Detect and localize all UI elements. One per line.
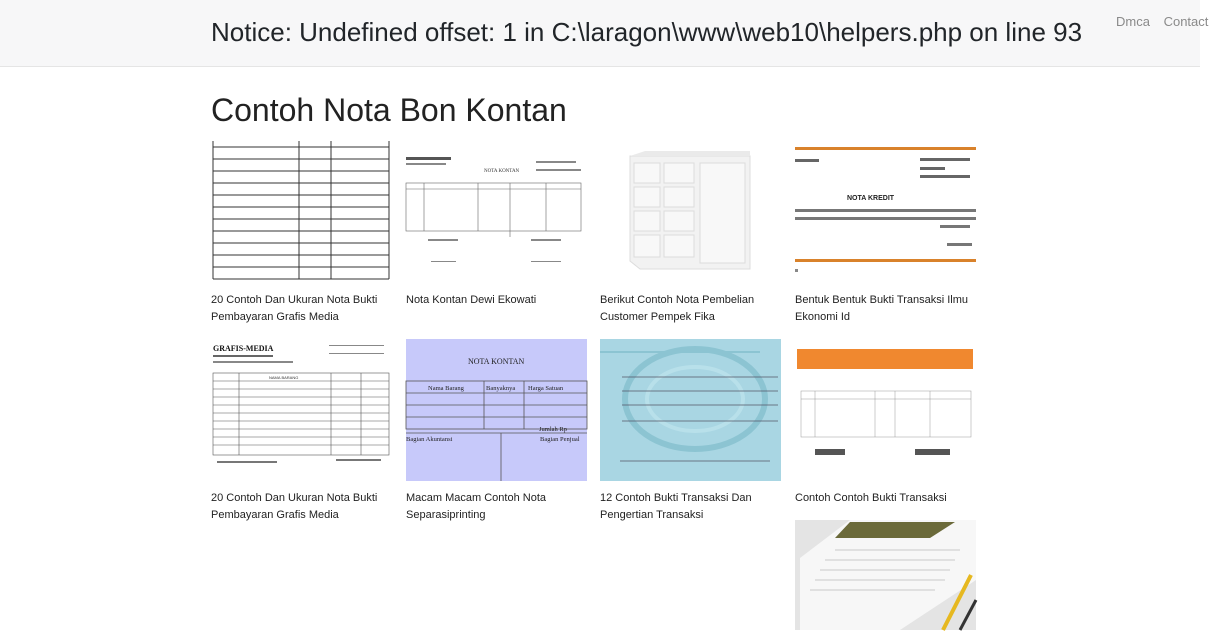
- footer-label-text: Bagian Akuntansi: [406, 436, 453, 443]
- nota-kredit-text: NOTA KREDIT: [847, 195, 895, 202]
- card-caption[interactable]: Nota Kontan Dewi Ekowati: [406, 294, 537, 306]
- card-caption[interactable]: Contoh Contoh Bukti Transaksi: [795, 492, 947, 504]
- thumbnail-image[interactable]: [406, 339, 587, 481]
- page-title: Contoh Nota Bon Kontan: [211, 92, 567, 128]
- card-caption[interactable]: 12 Contoh Bukti Transaksi Dan Pengertian Transaksi: [600, 492, 752, 521]
- thumbnail-image[interactable]: [795, 141, 976, 283]
- error-notice: Notice: Undefined offset: 1 in C:\laragon\www\web10\helpers.php on line 93: [211, 17, 1083, 47]
- column-header-text: Harga Satuan: [528, 385, 564, 392]
- column-header-text: Banyaknya: [486, 385, 516, 392]
- thumbnail-image[interactable]: [211, 141, 392, 283]
- thumbnail-image[interactable]: [795, 520, 976, 630]
- column-header-text: NAMA BARANG: [269, 375, 299, 380]
- thumbnail-image[interactable]: [406, 141, 587, 283]
- card-caption[interactable]: Macam Macam Contoh Nota Separasiprinting: [406, 492, 546, 521]
- top-navbar: [0, 0, 1209, 67]
- gallery-card[interactable]: [795, 339, 976, 507]
- gallery-card[interactable]: [211, 141, 392, 326]
- nav-links: [1116, 14, 1218, 29]
- card-caption[interactable]: 20 Contoh Dan Ukuran Nota Bukti Pembayaran Grafis Media: [211, 492, 378, 521]
- gallery-card[interactable]: [600, 339, 781, 524]
- nota-kontan-text: NOTA KONTAN: [468, 357, 525, 366]
- gallery-card[interactable]: [795, 141, 976, 326]
- thumbnail-image[interactable]: [211, 339, 392, 481]
- card-caption[interactable]: Bentuk Bentuk Bukti Transaksi Ilmu Ekonomi Id: [795, 294, 969, 323]
- thumbnail-image[interactable]: [600, 141, 781, 283]
- grafis-media-text: GRAFIS-MEDIA: [213, 344, 274, 353]
- gallery-card[interactable]: [406, 339, 587, 524]
- footer-label-text: Bagian Penjual: [540, 436, 580, 443]
- gallery-card[interactable]: [795, 520, 976, 630]
- column-header-text: Nama Barang: [428, 385, 464, 392]
- gallery-card[interactable]: [211, 339, 392, 524]
- gallery-card[interactable]: [600, 141, 781, 326]
- total-label-text: Jumlah Rp: [539, 426, 567, 433]
- nota-kontan-text: NOTA KONTAN: [484, 169, 520, 174]
- gallery-card[interactable]: [406, 141, 587, 309]
- card-caption[interactable]: 20 Contoh Dan Ukuran Nota Bukti Pembayaran Grafis Media: [211, 294, 378, 323]
- thumbnail-image[interactable]: [600, 339, 781, 481]
- card-caption[interactable]: Berikut Contoh Nota Pembelian Customer Pempek Fika: [600, 294, 755, 323]
- thumbnail-image[interactable]: [795, 339, 976, 481]
- nav-link-contact[interactable]: Contact: [1163, 14, 1209, 29]
- nav-link-dmca[interactable]: Dmca: [1116, 14, 1150, 29]
